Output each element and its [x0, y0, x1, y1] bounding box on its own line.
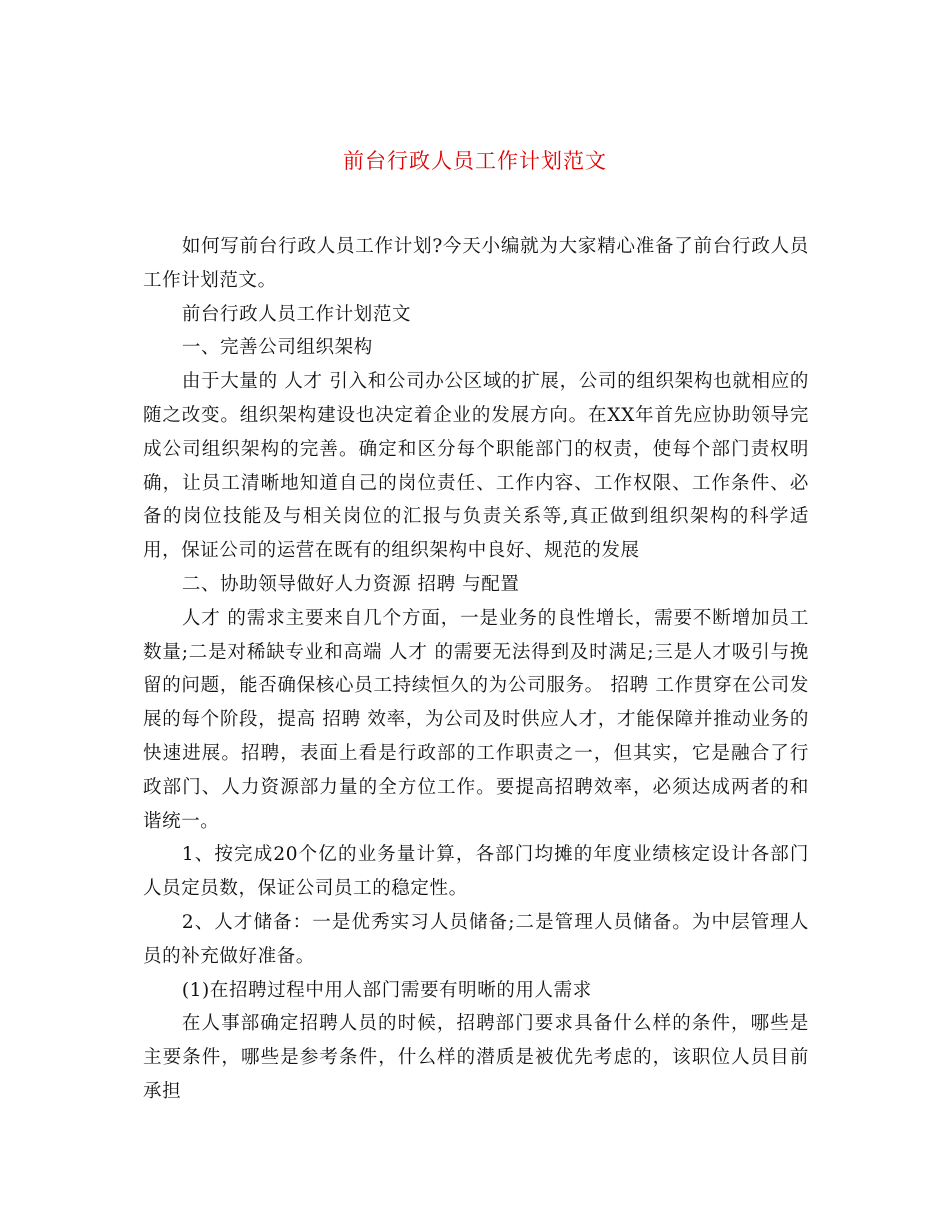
list-item-2: 2、人才储备：一是优秀实习人员储备;二是管理人员储备。为中层管理人员的补充做好准备。 [143, 911, 809, 967]
paragraph-talent-needs: 人才 的需求主要来自几个方面，一是业务的良性增长，需要不断增加员工数量;二是对稀缺专业和高端 人才 的需要无法得到及时满足;三是人才吸引与挽留的问题，能否确保核心员工持续恒久的为公司服务。 招聘 工作贯穿在公司发展的每个阶段，提高 招聘 效率，为公司及时供应人才，才能保障并推动业务的快速进展。招聘，表面上看是行政部的工作职责之一，但其实，它是融合了行政部门、人力资源部力量的全方位工作。要提高招聘效率，必须达成两者的和谐统一。 [143, 607, 809, 832]
section-heading-2: 二、协助领导做好人力资源 招聘 与配置 [181, 573, 520, 595]
paragraph-recruitment: 在人事部确定招聘人员的时候，招聘部门要求具备什么样的条件，哪些是主要条件，哪些是参考条件，什么样的潜质是被优先考虑的，该职位人员目前承担 [143, 1013, 809, 1102]
paragraph-intro: 如何写前台行政人员工作计划?今天小编就为大家精心准备了前台行政人员工作计划范文。 [143, 236, 809, 291]
list-item-1: 1、按完成20个亿的业务量计算，各部门均摊的年度业绩核定设计各部门人员定员数，保证公司员工的稳定性。 [143, 844, 809, 900]
document-title: 前台行政人员工作计划范文 [343, 149, 607, 173]
sub-item-1: (1)在招聘过程中用人部门需要有明晰的用人需求 [181, 979, 592, 1001]
paragraph-org-structure: 由于大量的 人才 引入和公司办公区域的扩展，公司的组织架构也就相应的随之改变。组织架构建设也决定着企业的发展方向。在XX年首先应协助领导完成公司组织架构的完善。确定和区分每个职能部门的权责，使每个部门责权明确，让员工清晰地知道自己的岗位责任、工作内容、工作权限、工作条件、必备的岗位技能及与相关岗位的汇报与负责关系等,真正做到组织架构的科学适用，保证公司的运营在既有的组织架构中良好、规范的发展 [143, 371, 809, 562]
document-body [143, 230, 809, 1109]
section-heading-1: 一、完善公司组织架构 [181, 337, 373, 359]
paragraph-subtitle: 前台行政人员工作计划范文 [181, 303, 412, 325]
